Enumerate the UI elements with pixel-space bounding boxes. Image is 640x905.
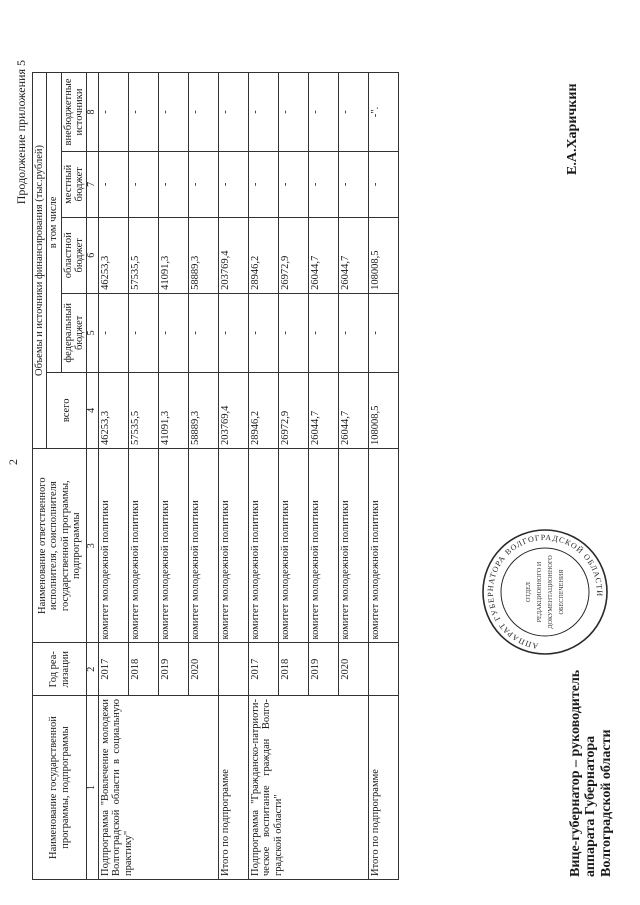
- year-cell: 2018: [129, 643, 159, 696]
- signatory-title: [568, 670, 614, 877]
- table-row-total: [369, 73, 399, 880]
- appendix-continuation: Продолжение приложения 5: [14, 60, 28, 205]
- federal-cell: -: [339, 293, 369, 372]
- subtotal-label: Итого по подпрограмме: [219, 696, 249, 880]
- executor-cell: комитет молодежной политики: [369, 448, 399, 643]
- signatory-title-line: Вице-губернатор – руководитель: [568, 669, 583, 877]
- column-number: 3: [87, 448, 99, 643]
- seal-inner-line: ОБЕСПЕЧЕНИЯ: [558, 569, 565, 615]
- total-cell: 28946,2: [249, 372, 279, 448]
- column-number: 1: [87, 696, 99, 880]
- extrabudget-cell: -: [99, 73, 129, 152]
- subtotal-label: Итого по подпрограмме: [369, 696, 399, 880]
- header-federal: федеральный бюджет: [61, 293, 87, 372]
- total-cell: 108008,5: [369, 372, 399, 448]
- extrabudget-cell: -: [339, 73, 369, 152]
- regional-cell: 108008,5: [369, 217, 399, 293]
- total-cell: 26972,9: [279, 372, 309, 448]
- total-cell: 26044,7: [339, 372, 369, 448]
- regional-cell: 41091,3: [159, 217, 189, 293]
- year-cell: 2020: [339, 643, 369, 696]
- local-cell: -: [249, 151, 279, 217]
- header-total: всего: [47, 372, 87, 448]
- financing-table: [32, 72, 399, 880]
- year-cell: 2019: [159, 643, 189, 696]
- year-cell: 2019: [309, 643, 339, 696]
- table-row: [99, 73, 129, 880]
- extrabudget-cell: -: [279, 73, 309, 152]
- official-seal-stamp: [480, 527, 610, 657]
- seal-inner-line: РЕДАКЦИОННОГО И: [536, 561, 543, 623]
- local-cell: -: [339, 151, 369, 217]
- local-cell: -: [159, 151, 189, 217]
- executor-cell: комитет молодежной политики: [339, 448, 369, 643]
- extrabudget-cell: -: [249, 73, 279, 152]
- federal-cell: -: [129, 293, 159, 372]
- header-executor: Наименование ответственного исполнителя, соисполнителя государственной программы, подпрограммы: [33, 448, 87, 643]
- local-cell: -: [99, 151, 129, 217]
- column-number: 2: [87, 643, 99, 696]
- executor-cell: комитет молодежной политики: [159, 448, 189, 643]
- extrabudget-cell: -: [309, 73, 339, 152]
- seal-inner-line: ДОКУМЕНТАЦИОННОГО: [547, 555, 554, 629]
- column-number: 6: [87, 217, 99, 293]
- federal-cell: -: [279, 293, 309, 372]
- federal-cell: -: [249, 293, 279, 372]
- page-edge: [0, 0, 2, 905]
- year-cell: [369, 643, 399, 696]
- executor-cell: комитет молодежной политики: [129, 448, 159, 643]
- subprogram-name: Подпрограмма "Гражданско-патриоти-ческое воспитание граждан Волго-градской области": [249, 696, 369, 880]
- column-number: 4: [87, 372, 99, 448]
- extrabudget-cell: -: [159, 73, 189, 152]
- subprogram-name: Подпрограмма "Вовлечение молодежи Волгоградской области в социальную практику": [99, 696, 219, 880]
- federal-cell: -: [189, 293, 219, 372]
- total-cell: 26044,7: [309, 372, 339, 448]
- header-regional: областной бюджет: [61, 217, 87, 293]
- federal-cell: -: [99, 293, 129, 372]
- local-cell: -: [129, 151, 159, 217]
- year-cell: 2017: [249, 643, 279, 696]
- regional-cell: 28946,2: [249, 217, 279, 293]
- executor-cell: комитет молодежной политики: [249, 448, 279, 643]
- header-year: Год реа-лизации: [33, 643, 87, 696]
- column-number: 5: [87, 293, 99, 372]
- signatory-title-line: Волгоградской области: [598, 729, 614, 877]
- seal-outer-text: АППАРАТ ГУБЕРНАТОРА ВОЛГОГРАДСКОЙ ОБЛАСТИ: [485, 532, 605, 651]
- executor-cell: комитет молодежной политики: [309, 448, 339, 643]
- column-number: 8: [87, 73, 99, 152]
- header-program-name: Наименование государственной программы, подпрограммы: [33, 696, 87, 880]
- year-cell: 2020: [189, 643, 219, 696]
- table-row: [249, 73, 279, 880]
- local-cell: -: [219, 151, 249, 217]
- total-cell: 46253,3: [99, 372, 129, 448]
- federal-cell: -: [369, 293, 399, 372]
- extrabudget-cell: -: [129, 73, 159, 152]
- regional-cell: 26044,7: [309, 217, 339, 293]
- federal-cell: -: [219, 293, 249, 372]
- regional-cell: 26972,9: [279, 217, 309, 293]
- executor-cell: комитет молодежной политики: [279, 448, 309, 643]
- extrabudget-cell: -".: [369, 73, 399, 152]
- total-cell: 41091,3: [159, 372, 189, 448]
- regional-cell: 58889,3: [189, 217, 219, 293]
- local-cell: -: [279, 151, 309, 217]
- svg-text:АППАРАТ ГУБЕРНАТОРА ВОЛГОГРАДС: [486, 533, 604, 651]
- regional-cell: 26044,7: [339, 217, 369, 293]
- total-cell: 57535,5: [129, 372, 159, 448]
- local-cell: -: [309, 151, 339, 217]
- regional-cell: 203769,4: [219, 217, 249, 293]
- extrabudget-cell: -: [219, 73, 249, 152]
- year-cell: 2017: [99, 643, 129, 696]
- signatory-title-line: аппарата Губернатора: [583, 735, 599, 877]
- column-number: 7: [87, 151, 99, 217]
- seal-inner-line: ОТДЕЛ: [525, 582, 532, 602]
- signatory-name: Е.А.Харичкин: [565, 83, 580, 175]
- extrabudget-cell: -: [189, 73, 219, 152]
- executor-cell: комитет молодежной политики: [99, 448, 129, 643]
- regional-cell: 57535,5: [129, 217, 159, 293]
- header-financing: Объемы и источники финансирования (тыс.рублей): [33, 73, 47, 449]
- year-cell: 2018: [279, 643, 309, 696]
- federal-cell: -: [159, 293, 189, 372]
- total-cell: 58889,3: [189, 372, 219, 448]
- federal-cell: -: [309, 293, 339, 372]
- executor-cell: комитет молодежной политики: [219, 448, 249, 643]
- page-number: 2: [6, 459, 20, 465]
- header-extrabudget: внебюджетные источники: [61, 73, 87, 152]
- executor-cell: комитет молодежной политики: [189, 448, 219, 643]
- local-cell: -: [189, 151, 219, 217]
- regional-cell: 46253,3: [99, 217, 129, 293]
- year-cell: [219, 643, 249, 696]
- local-cell: -: [369, 151, 399, 217]
- total-cell: 203769,4: [219, 372, 249, 448]
- header-local: местный бюджет: [61, 151, 87, 217]
- header-including: в том числе: [47, 73, 61, 373]
- table-row-total: [219, 73, 249, 880]
